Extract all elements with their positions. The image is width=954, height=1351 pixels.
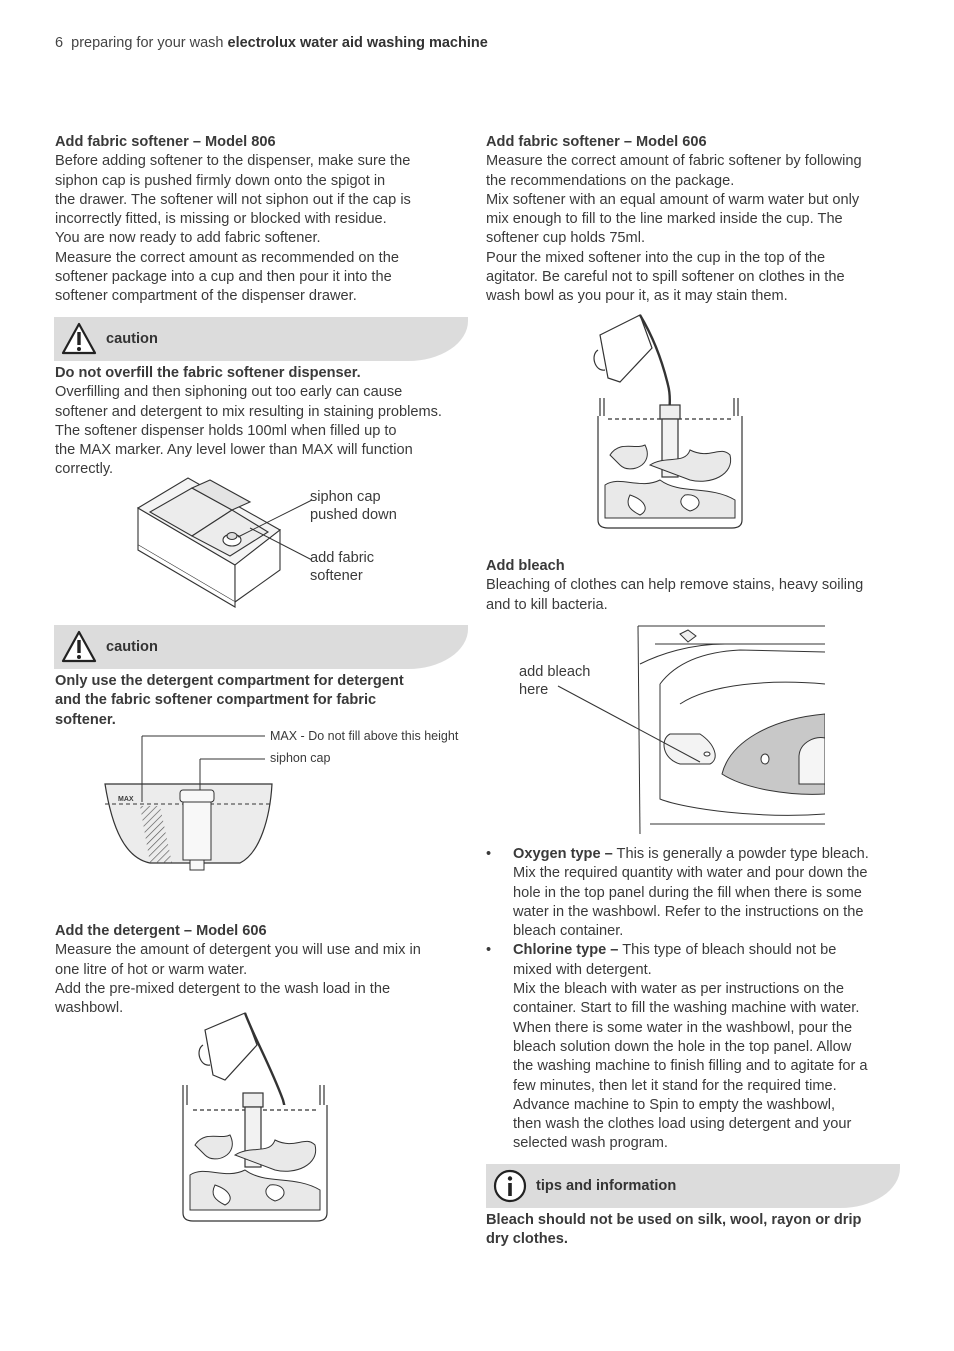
text-line: the washing machine to finish filling and to agitate for a	[513, 1058, 868, 1075]
text-line: siphon cap is pushed firmly down onto the spigot in	[55, 172, 386, 189]
siphon-cap-label: siphon cap	[270, 751, 331, 765]
text-line: You are now ready to add fabric softener.	[55, 230, 321, 247]
text-line: Measure the correct amount of fabric softener by following	[486, 153, 862, 170]
washing-machine-top-illustration	[510, 624, 825, 836]
caution-banner	[54, 625, 468, 669]
caution-label: caution	[106, 331, 158, 347]
text-line: Pour the mixed softener into the cup in the top of the	[486, 249, 826, 266]
bullet-text: This type of bleach should not be	[618, 942, 837, 959]
page-number: 6	[55, 35, 64, 51]
text-line: Measure the amount of detergent you will use and mix in	[55, 942, 421, 959]
max-label: MAX - Do not fill above this height	[270, 729, 459, 743]
text-line: Advance machine to Spin to empty the washbowl,	[513, 1096, 836, 1113]
section-softener-806	[55, 133, 470, 307]
doc-title: electrolux water aid washing machine	[227, 35, 488, 51]
text-line: Before adding softener to the dispenser, make sure the	[55, 153, 411, 170]
caution-bold-line: and the fabric softener compartment for fabric	[55, 692, 377, 709]
text-line: selected wash program.	[513, 1135, 668, 1152]
text-line: Mix the bleach with water as per instructions on the	[513, 981, 844, 998]
text-line: softener package into a cup and then pour it into the	[55, 269, 392, 286]
bullet-title: Chlorine type –	[513, 942, 619, 959]
bleach-types-list	[486, 845, 906, 1154]
caution-label: caution	[106, 639, 158, 655]
add-softener-label	[310, 549, 374, 585]
info-icon	[492, 1168, 528, 1204]
label-line: siphon cap	[310, 489, 381, 505]
text-line: Mix the required quantity with water and pour down the	[513, 865, 868, 882]
text-line: the MAX marker. Any level lower than MAX will function	[55, 442, 413, 459]
text-line: hole in the top panel during the fill when there is some	[513, 884, 862, 901]
caution-text-2	[55, 672, 470, 730]
text-line: Bleaching of clothes can help remove stains, heavy soiling	[486, 577, 864, 594]
pour-softener-illustration	[590, 310, 750, 532]
heading-detergent-606: Add the detergent – Model 606	[55, 923, 267, 939]
section-softener-606	[486, 133, 901, 307]
page-header	[55, 35, 488, 51]
softener-max-level-illustration	[100, 728, 280, 878]
bullet: •	[486, 846, 492, 862]
text-line: and to kill bacteria.	[486, 596, 608, 613]
text-line: then wash the clothes load using detergent and your	[513, 1116, 852, 1133]
warning-icon	[60, 629, 98, 665]
text-line: agitator. Be careful not to spill softener on clothes in the	[486, 269, 845, 286]
text-line: bleach solution down the hole in the top panel. Allow	[513, 1038, 852, 1055]
text-line: softener cup holds 75ml.	[486, 230, 645, 247]
label-line: here	[519, 682, 549, 698]
pour-detergent-illustration	[175, 1005, 335, 1225]
tips-bold-line: dry clothes.	[486, 1231, 568, 1248]
text-line: container. Start to fill the washing machine with water.	[513, 1000, 860, 1017]
text-line: Mix softener with an equal amount of warm water but only	[486, 191, 860, 208]
heading-add-bleach: Add bleach	[486, 558, 565, 574]
caution-bold-line: Only use the detergent compartment for detergent	[55, 673, 404, 689]
section-add-bleach	[486, 557, 901, 615]
text-line: The softener dispenser holds 100ml when filled up to	[55, 422, 397, 439]
text-line: bleach container.	[513, 923, 624, 940]
text-line: Overfilling and then siphoning out too early can cause	[55, 384, 403, 401]
text-line: softener and detergent to mix resulting in staining problems.	[55, 403, 442, 420]
text-line: water in the washbowl. Refer to the instructions on the	[513, 903, 864, 920]
warning-icon	[60, 321, 98, 357]
text-line: Add the pre-mixed detergent to the wash load in the	[55, 980, 391, 997]
section-name: preparing for your wash	[71, 35, 224, 51]
bullet: •	[486, 942, 492, 959]
text-line: When there is some water in the washbowl, pour the	[513, 1019, 853, 1036]
tips-label: tips and information	[536, 1178, 677, 1194]
max-mark: MAX	[118, 796, 134, 803]
text-line: washbowl.	[55, 1000, 124, 1017]
caution-bold-line: softener.	[55, 711, 116, 728]
text-line: softener compartment of the dispenser drawer.	[55, 288, 357, 305]
text-line: few minutes, then let it stand for the required time.	[513, 1077, 837, 1094]
tips-banner	[486, 1164, 900, 1208]
text-line: Measure the correct amount as recommended on the	[55, 249, 399, 266]
section-detergent-606	[55, 922, 470, 1018]
tips-bold-line: Bleach should not be used on silk, wool, rayon or drip	[486, 1212, 862, 1228]
heading-softener-606: Add fabric softener – Model 606	[486, 134, 707, 150]
text-line: wash bowl as you pour it, as it may stain them.	[486, 288, 788, 305]
text-line: correctly.	[55, 461, 114, 478]
caution-bold: Do not overfill the fabric softener dispenser.	[55, 365, 361, 381]
label-line: pushed down	[310, 507, 397, 523]
bullet-text: This is generally a powder type bleach.	[612, 846, 869, 862]
tips-text	[486, 1211, 901, 1250]
list-item-chlorine	[486, 941, 906, 1153]
caution-text-1	[55, 364, 475, 480]
label-line: softener	[310, 568, 363, 584]
text-line: mix enough to fill to the line marked inside the cup. The	[486, 211, 843, 228]
bullet-title: Oxygen type –	[513, 846, 613, 862]
label-line: add bleach	[519, 664, 591, 680]
caution-banner	[54, 317, 468, 361]
text-line: mixed with detergent.	[513, 961, 652, 978]
list-item-oxygen	[486, 845, 906, 941]
dispenser-drawer-illustration	[130, 470, 320, 610]
text-line: one litre of hot or warm water.	[55, 961, 248, 978]
label-line: add fabric	[310, 550, 375, 566]
text-line: incorrectly fitted, is missing or blocked with residue.	[55, 211, 387, 228]
siphon-cap-label	[310, 488, 397, 524]
text-line: the recommendations on the package.	[486, 172, 735, 189]
text-line: the drawer. The softener will not siphon out if the cap is	[55, 191, 411, 208]
heading-softener-806: Add fabric softener – Model 806	[55, 134, 276, 150]
add-bleach-label	[519, 663, 590, 699]
